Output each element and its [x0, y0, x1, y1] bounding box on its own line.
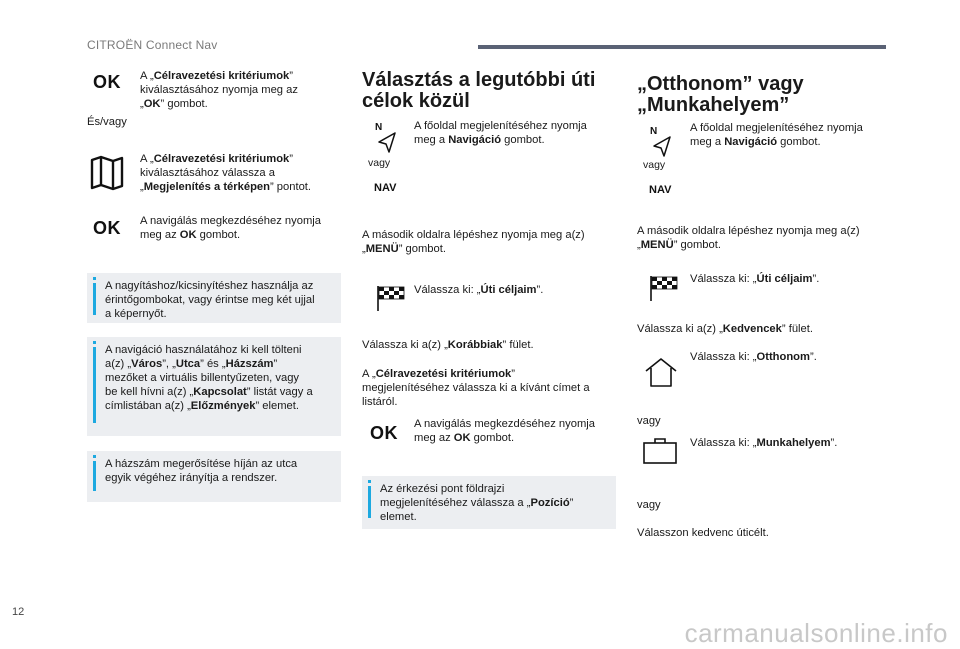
vagy-label: vagy — [637, 499, 661, 511]
ok-button-icon: OK — [93, 218, 121, 238]
watermark: carmanualsonline.info — [684, 618, 948, 648]
step-open-navigation: A főoldal megjelenítéséhez nyomja meg a Navigáció gombot. — [690, 122, 863, 148]
step-start-navigation: A navigálás megkezdéséhez nyomja meg az OK gombot. — [140, 215, 321, 241]
step-start-navigation: A navigálás megkezdéséhez nyomja meg az OK gombot. — [414, 418, 595, 444]
map-icon — [89, 155, 125, 196]
step-select-recent-tab: Válassza ki a(z) „Korábbiak” fület. — [362, 339, 534, 351]
note-marker — [93, 347, 96, 423]
vagy-label: vagy — [637, 415, 661, 427]
home-icon — [643, 357, 679, 394]
step-menu-page: A második oldalra lépéshez nyomja meg a(z) „MENÜ” gombot. — [637, 225, 860, 251]
note-position: Az érkezési pont földrajzi megjelenítéséhez válassza a „Pozíció” elemet. — [362, 476, 616, 529]
section-title-home-work: „Otthonom” vagy „Munkahelyem” — [637, 73, 804, 116]
header-rule — [478, 45, 886, 49]
running-header-title: CITROËN Connect Nav — [87, 38, 218, 52]
navigation-arrow-icon — [376, 131, 398, 155]
es-vagy-label: És/vagy — [87, 116, 127, 128]
page-number: 12 — [12, 606, 25, 618]
note-marker — [93, 283, 96, 315]
step-select-favourites-tab: Válassza ki a(z) „Kedvencek” fület. — [637, 323, 813, 335]
step-show-on-map: A „Célravezetési kritériumok” kiválasztásához válassza a „Megjelenítés a térképen” pontot. — [140, 153, 312, 193]
step-menu-page: A második oldalra lépéshez nyomja meg a(z) „MENÜ” gombot. — [362, 229, 585, 255]
note-marker — [368, 486, 371, 518]
step-select-home: Válassza ki: „Otthonom”. — [690, 351, 817, 363]
section-title-recent-destinations: Választás a legutóbbi úti célok közül — [362, 69, 596, 112]
note-navigation-fields: A navigáció használatához ki kell tölteni a(z) „Város”, „Utca” és „Házszám” mezőket a virtuális billentyűzeten, vagy be kell hívni a(z) „Kapcsolat” listát vagy a címlistában a(z) „Előzmények” elemet. — [87, 337, 341, 436]
step-select-criteria-ok: A „Célravezetési kritériumok” kiválasztásához nyomja meg az „OK” gombot. — [140, 70, 298, 110]
note-marker — [93, 461, 96, 491]
navigation-button-icon: N vagy NAV — [368, 122, 397, 194]
note-zoom: A nagyításhoz/kicsinyítéshez használja az érintőgombokat, vagy érintse meg két ujjal a képernyőt. — [87, 273, 341, 323]
checkered-flag-icon — [648, 274, 680, 307]
briefcase-icon — [642, 437, 678, 470]
step-select-my-destinations: Válassza ki: „Úti céljaim”. — [414, 284, 544, 296]
ok-button-icon: OK — [93, 72, 121, 92]
step-select-work: Válassza ki: „Munkahelyem”. — [690, 437, 838, 449]
navigation-arrow-icon — [651, 135, 673, 159]
ok-button-icon: OK — [370, 423, 398, 443]
step-select-favourite-destination: Válasszon kedvenc úticélt. — [637, 527, 769, 539]
step-select-my-destinations: Válassza ki: „Úti céljaim”. — [690, 273, 820, 285]
note-house-number: A házszám megerősítése híján az utca egyik végéhez irányítja a rendszer. — [87, 451, 341, 502]
step-choose-address: A „Célravezetési kritériumok” megjelenítéséhez válassza ki a kívánt címet a listáról. — [362, 368, 590, 408]
checkered-flag-icon — [375, 284, 407, 317]
navigation-button-icon: N vagy NAV — [643, 126, 672, 196]
step-open-navigation: A főoldal megjelenítéséhez nyomja meg a Navigáció gombot. — [414, 120, 587, 146]
